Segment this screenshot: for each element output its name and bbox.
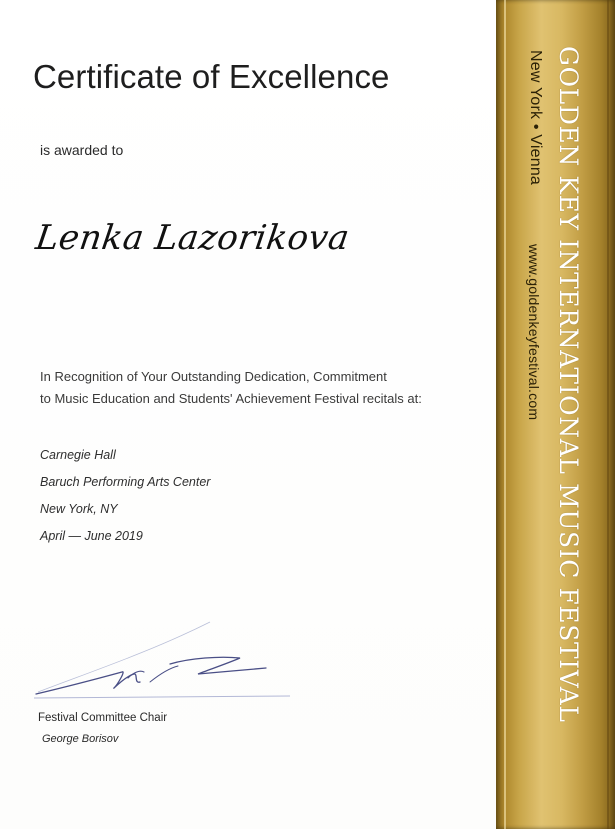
banner-website: www.goldenkeyfestival.com [526,244,542,421]
awarded-to-text: is awarded to [40,142,124,158]
signature-image [30,612,310,712]
signatory-name: George Borisov [42,733,119,745]
venue-baruch-center: Baruch Performing Arts Center [40,475,211,489]
certificate-title: Certificate of Excellence [33,58,390,95]
recognition-line-2: to Music Education and Students' Achievement Festival recitals at: [40,391,422,406]
signatory-role: Festival Committee Chair [38,712,168,724]
recognition-statement [40,366,510,410]
recognition-line-1: In Recognition of Your Outstanding Dedication, Commitment [40,369,387,384]
recipient-name: Lenka Lazorikova [33,218,352,258]
banner-cities: New York • Vienna [527,50,544,186]
venue-list [40,446,210,554]
venue-carnegie-hall: Carnegie Hall [40,448,116,462]
event-dates: April — June 2019 [40,529,143,543]
banner-festival-name: GOLDEN KEY INTERNATIONAL MUSIC FESTIVAL [554,46,583,723]
venue-location: New York, NY [40,502,118,516]
